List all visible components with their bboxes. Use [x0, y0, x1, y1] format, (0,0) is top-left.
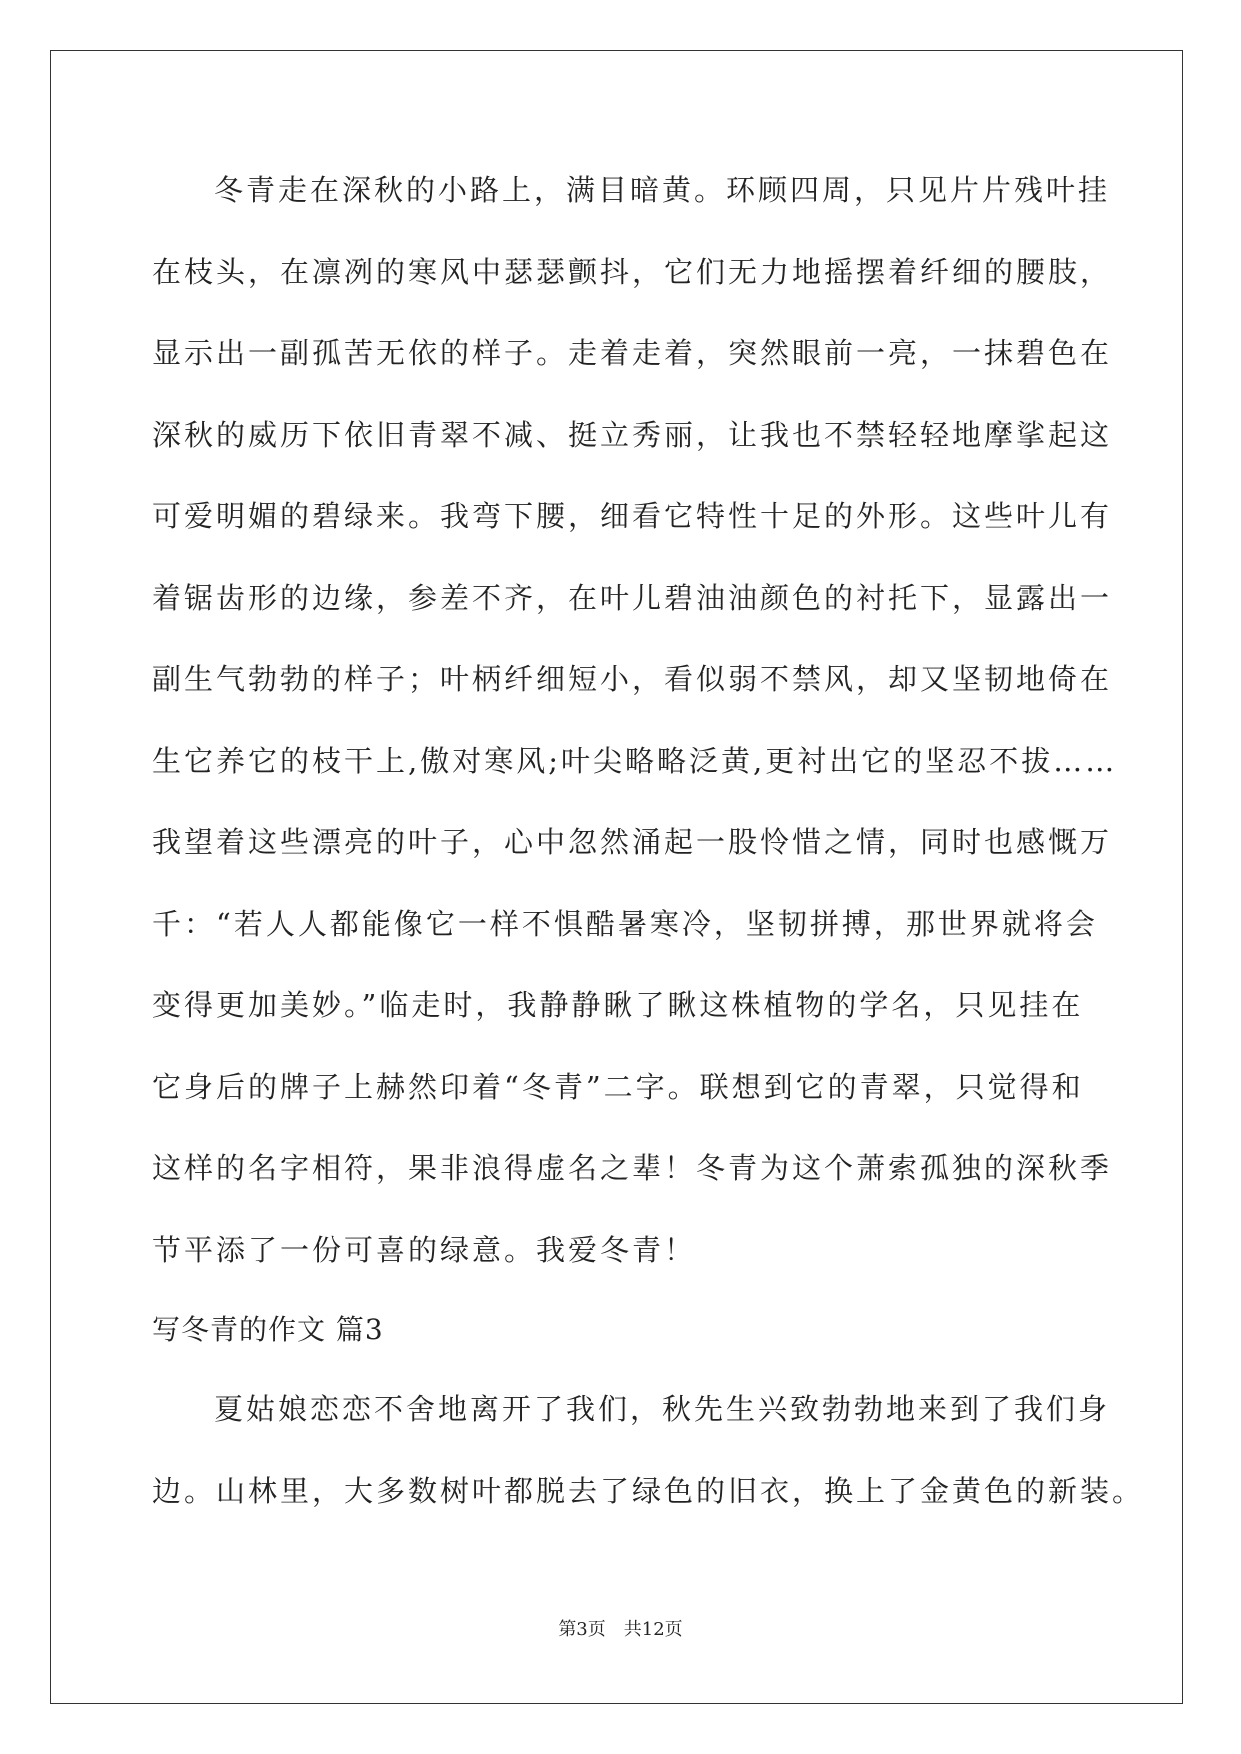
- text-line: 着锯齿形的边缘，参差不齐，在叶儿碧油油颜色的衬托下，显露出一: [152, 580, 1113, 615]
- text-line: 它身后的牌子上赫然印着“冬青”二字。联想到它的青翠，只觉得和: [152, 1069, 1084, 1104]
- text-line: 夏姑娘恋恋不舍地离开了我们，秋先生兴致勃勃地来到了我们身: [214, 1392, 1111, 1426]
- document-body: [152, 150, 1145, 1532]
- paragraph-1: [152, 150, 1118, 1291]
- text-line: 显示出一副孤苦无依的样子。走着走着，突然眼前一亮，一抹碧色在: [152, 336, 1113, 370]
- text-line: 冬青走在深秋的小路上，满目暗黄。环顾四周，只见片片残叶挂: [214, 173, 1111, 207]
- text-line: 深秋的威历下依旧青翠不减、挺立秀丽，让我也不禁轻轻地摩挲起这: [152, 417, 1113, 452]
- text-line: 可爱明媚的碧绿来。我弯下腰，细看它特性十足的外形。这些叶儿有: [152, 499, 1113, 533]
- text-line: 在枝头，在凛冽的寒风中瑟瑟颤抖，它们无力地摇摆着纤细的腰肢，: [152, 254, 1113, 289]
- text-line: 这样的名字相符，果非浪得虚名之辈！冬青为这个萧索孤独的深秋季: [152, 1151, 1113, 1185]
- text-line: 变得更加美妙。”临走时，我静静瞅了瞅这株植物的学名，只见挂在: [152, 988, 1084, 1022]
- page-number-footer: 第3页 共12页: [558, 1619, 683, 1640]
- text-line: 边。山林里，大多数树叶都脱去了绿色的旧衣，换上了金黄色的新装。: [152, 1473, 1145, 1508]
- paragraph-2: [152, 1369, 1145, 1532]
- text-line: 节平添了一份可喜的绿意。我爱冬青！: [152, 1232, 697, 1267]
- text-line: 我望着这些漂亮的叶子，心中忽然涌起一股怜惜之情，同时也感慨万: [152, 825, 1113, 859]
- section-heading: 写冬青的作文 篇3: [152, 1313, 384, 1346]
- text-line: 副生气勃勃的样子；叶柄纤细短小，看似弱不禁风，却又坚韧地倚在: [152, 662, 1113, 696]
- text-line: 生它养它的枝干上,傲对寒风;叶尖略略泛黄,更衬出它的坚忍不拔……: [152, 743, 1118, 778]
- text-line: 千：“若人人都能像它一样不惧酷暑寒冷，坚韧拼搏，那世界就将会: [152, 906, 1098, 941]
